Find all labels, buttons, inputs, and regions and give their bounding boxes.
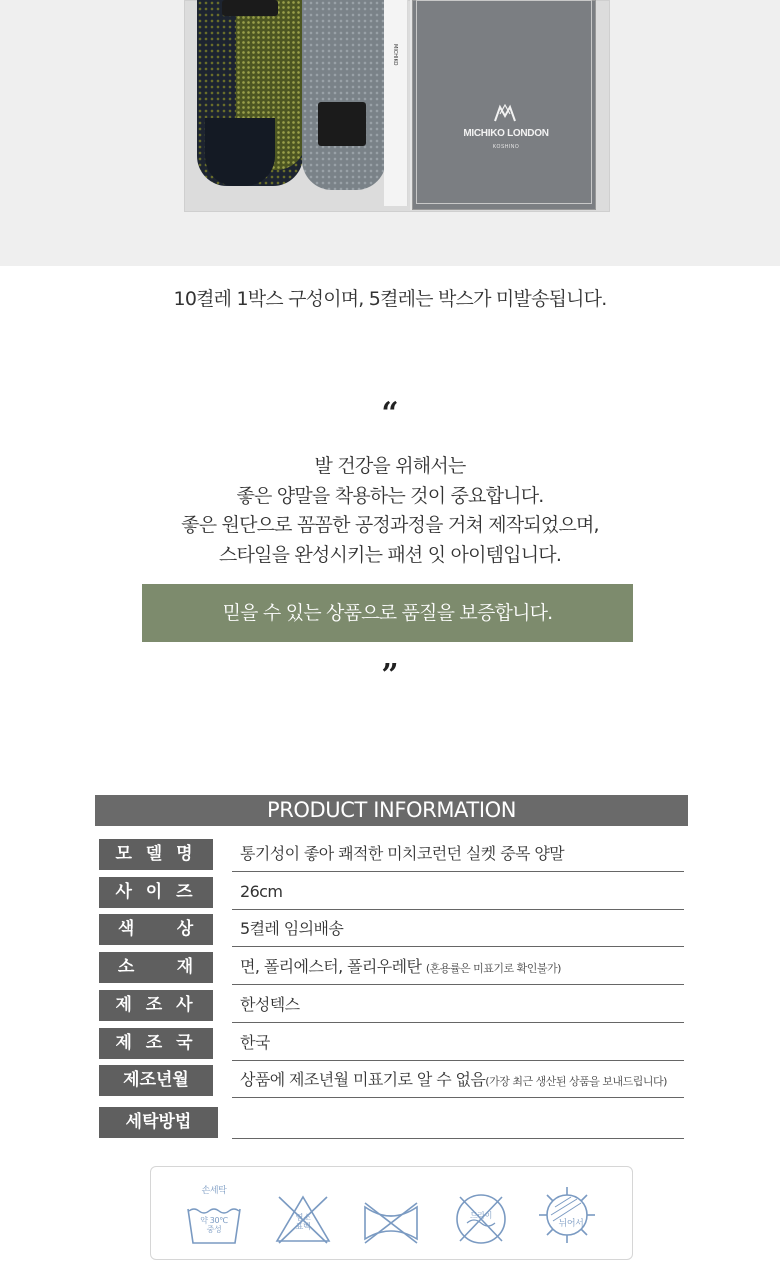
info-value-text: 5켤레 임의배송 [240,919,344,938]
box-spine [384,0,408,206]
sock-grey [302,0,386,190]
message-line: 좋은 원단으로 꼼꼼한 공정과정을 거쳐 제작되었으며, [181,514,599,536]
info-row-color [99,914,684,945]
info-row-origin [99,1028,684,1059]
care-text: 손세탁 [201,1186,227,1196]
brand-sub: KOSHINO [492,144,520,150]
brand-logo-icon [494,104,516,122]
info-row-size [99,877,684,908]
info-note: (혼용률은 미표기로 확인불가) [425,962,561,975]
info-label: 모 델 명 [99,839,213,870]
product-message [0,452,780,570]
sock-tag [222,0,278,16]
info-value [232,914,684,947]
info-label: 제 조 국 [99,1028,213,1059]
box-lid-border [416,0,592,204]
care-text: 표백 [295,1222,311,1231]
open-quote-icon: “ [381,396,399,431]
info-label: 세탁방법 [99,1107,218,1138]
brand-name: MICHIKO LONDON [463,128,549,139]
info-value-text: 통기성이 좋아 쾌적한 미치코런던 실켓 중목 양말 [240,844,565,863]
info-value [232,990,684,1023]
info-row-manufacturer [99,990,684,1021]
info-note: (가장 최근 생산된 상품을 보내드립니다) [485,1075,667,1088]
hand-wash-icon [184,1183,244,1247]
product-info-header: PRODUCT INFORMATION [95,795,688,826]
info-row-model [99,839,684,870]
info-value [232,952,684,985]
info-value [232,839,684,872]
care-text: 약 30℃ [200,1216,228,1225]
shade-dry-icon [537,1183,597,1247]
info-value-text: 한성텍스 [240,995,300,1014]
info-label: 제조년월 [99,1065,213,1096]
box-caption: 10켤레 1박스 구성이며, 5켤레는 박스가 미발송됩니다. [173,288,607,310]
close-quote-icon: ” [381,658,399,693]
care-text: 뉘어서 [558,1219,584,1229]
info-label: 사 이 즈 [99,877,213,908]
no-wring-icon [361,1183,421,1247]
spine-text: MICHIKO [392,44,398,66]
info-label: 제 조 사 [99,990,213,1021]
care-instructions [150,1166,633,1260]
no-bleach-icon [273,1183,333,1247]
info-value [232,1065,684,1098]
info-row-material [99,952,684,983]
quality-banner: 믿을 수 있는 상품으로 품질을 보증합니다. [142,584,633,642]
info-value [232,1106,684,1139]
info-value [232,1028,684,1061]
info-value-text: 26cm [240,882,283,901]
info-label: 소 재 [99,952,213,983]
info-row-washing [99,1107,684,1138]
care-text: 드라이 [470,1211,492,1220]
care-text: 중성 [206,1225,222,1234]
info-value-text: 면, 폴리에스터, 폴리우레탄 [240,957,426,976]
care-text: 염소 [295,1213,311,1222]
product-photo [0,0,780,266]
sock-heel [205,118,275,186]
message-line: 스타일을 완성시키는 패션 잇 아이템입니다. [218,543,562,566]
info-value-text: 한국 [240,1033,270,1052]
info-value [232,877,684,910]
message-line: 발 건강을 위해서는 [314,455,466,477]
info-row-date [99,1065,684,1096]
info-value-text: 상품에 제조년월 미표기로 알 수 없음 [240,1070,486,1089]
message-line: 좋은 양말을 착용하는 것이 중요합니다. [236,484,544,507]
info-label: 색 상 [99,914,213,945]
no-tumble-dry-icon [451,1183,511,1247]
sock-tag [318,102,366,146]
